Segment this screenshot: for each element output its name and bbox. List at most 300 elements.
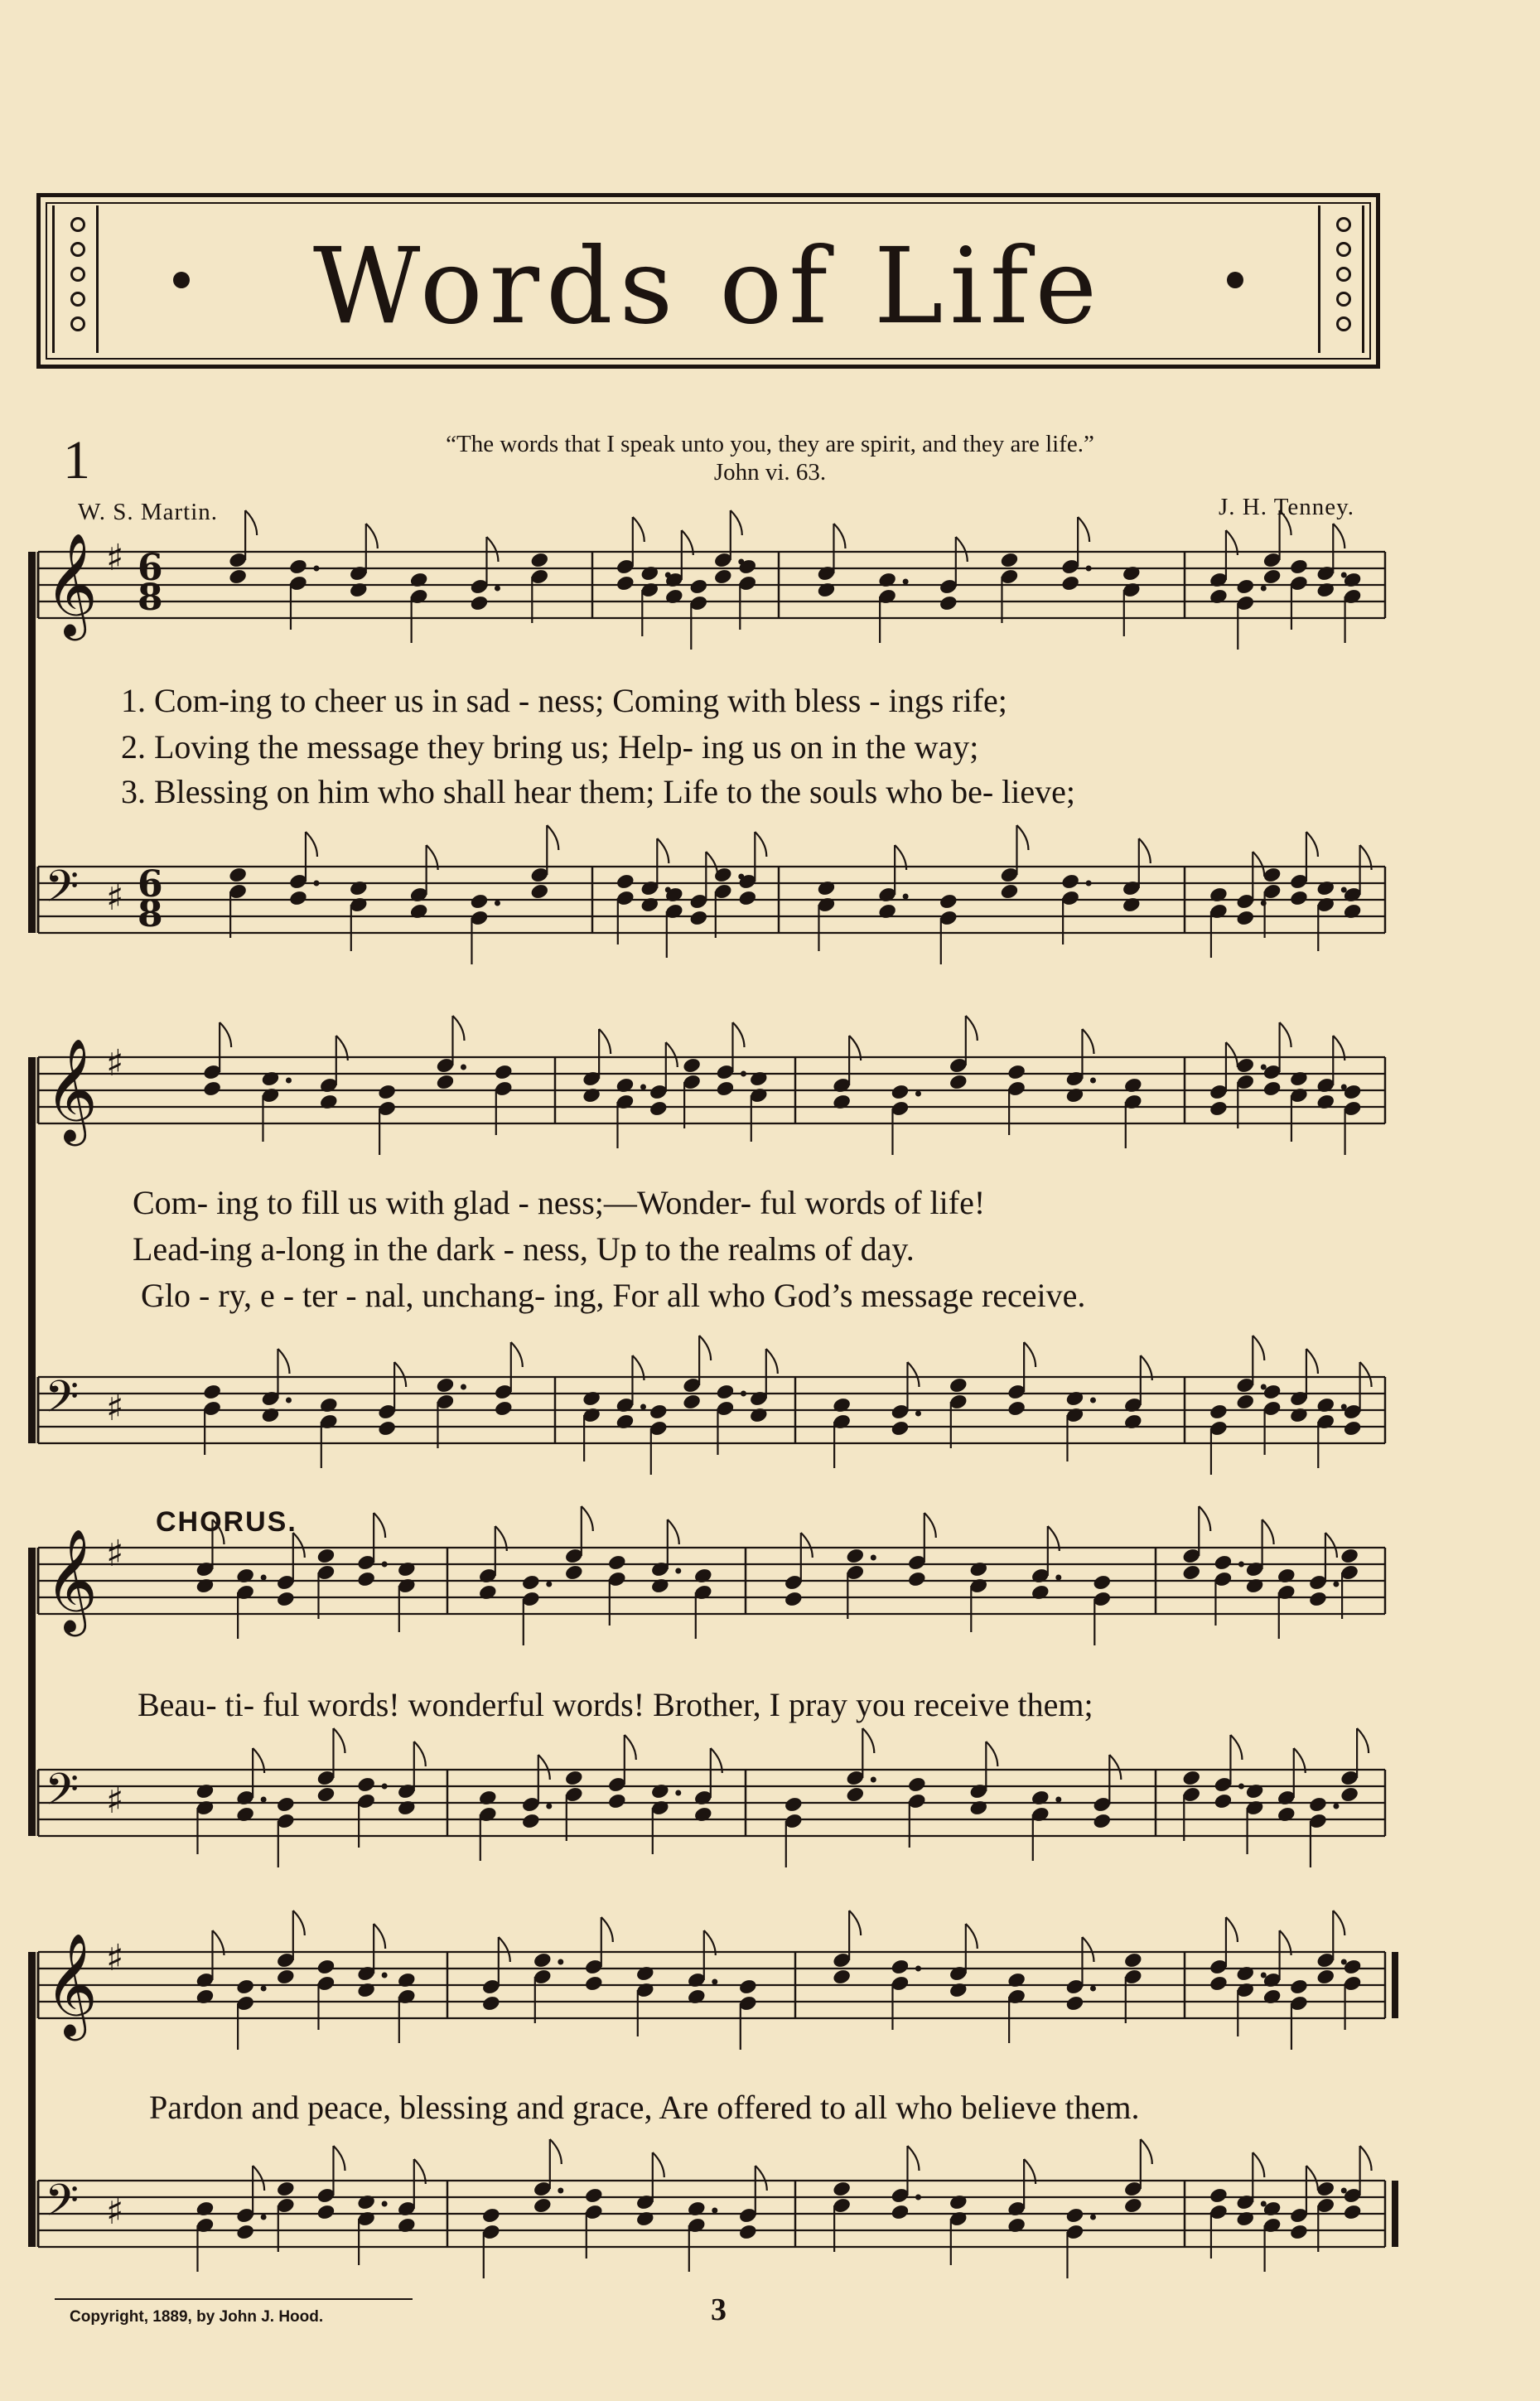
dot: [461, 1065, 466, 1070]
note-head: [228, 866, 248, 883]
note-head: [288, 889, 308, 906]
note-flag: [1139, 838, 1151, 863]
dot: [741, 1071, 746, 1077]
note-flag: [538, 1755, 550, 1780]
dot: [1086, 566, 1092, 572]
note-head: [288, 558, 308, 575]
note-head: [1209, 1099, 1229, 1117]
note-head: [1235, 1964, 1255, 1982]
note-flag: [1280, 1022, 1291, 1047]
note-flag: [1226, 1042, 1238, 1067]
note-head: [832, 2180, 852, 2197]
note-head: [397, 1799, 417, 1816]
note-head: [713, 568, 733, 585]
note-head: [784, 1795, 804, 1813]
note-flag: [1357, 1728, 1369, 1753]
dot: [1055, 1797, 1061, 1803]
dot: [675, 1568, 681, 1574]
note-flag: [1253, 852, 1264, 877]
note-flag: [986, 1742, 997, 1766]
note-head: [316, 1547, 336, 1564]
note-head: [349, 879, 369, 896]
note-head: [890, 1083, 910, 1100]
note-head: [1245, 1782, 1265, 1800]
sharp-icon: ♯: [106, 1042, 124, 1085]
note-head: [1289, 2223, 1309, 2240]
dot: [546, 1582, 552, 1587]
note-flag: [657, 838, 669, 863]
note-flag: [499, 1937, 510, 1962]
dot: [915, 1966, 921, 1972]
note-flag: [1199, 1506, 1210, 1531]
note-flag: [706, 852, 717, 877]
note-head: [409, 571, 429, 588]
note-head: [649, 1099, 669, 1117]
note-head: [469, 594, 489, 611]
copyright-notice: Copyright, 1889, by John J. Hood.: [70, 2308, 324, 2326]
time-signature-treble: 6 8: [138, 547, 163, 619]
note-head: [832, 1093, 852, 1110]
dot: [915, 2195, 921, 2201]
note-head: [1289, 1978, 1309, 1995]
dot: [915, 1091, 921, 1097]
dot: [558, 2188, 563, 2194]
note-head: [377, 1083, 397, 1100]
note-head: [1123, 1951, 1143, 1969]
note-head: [890, 2203, 910, 2220]
dot: [1261, 586, 1267, 592]
note-head: [737, 889, 757, 906]
note-flag: [1325, 1533, 1337, 1558]
note-head: [533, 1951, 553, 1969]
dot: [712, 1979, 717, 1985]
sharp-icon: ♯: [106, 1533, 124, 1575]
note-head: [615, 1413, 635, 1430]
note-head: [529, 882, 549, 900]
note-head: [1007, 1063, 1026, 1080]
note-flag: [668, 1519, 679, 1544]
note-head: [816, 879, 836, 896]
note-head: [890, 1958, 910, 1975]
dot: [1090, 1986, 1096, 1992]
note-head: [1289, 1406, 1309, 1423]
dot: [640, 1085, 646, 1090]
note-head: [1064, 1994, 1084, 2012]
note-head: [1064, 1086, 1084, 1104]
dot: [712, 2208, 717, 2214]
note-flag: [653, 2152, 664, 2177]
note-head: [1031, 1789, 1050, 1806]
note-head: [640, 896, 659, 913]
note-head: [397, 1560, 417, 1577]
note-head: [635, 1964, 655, 1982]
note-head: [939, 594, 958, 611]
note-flag: [245, 510, 257, 535]
note-flag: [1306, 2166, 1318, 2191]
note-flag: [333, 1728, 345, 1753]
verse-3-line-2: Glo - ry, e - ter - nal, unchang- ing, For all who God’s message receive.: [141, 1277, 1086, 1314]
note-head: [1343, 1419, 1363, 1437]
note-head: [276, 1590, 296, 1607]
note-head: [749, 1406, 769, 1423]
note-head: [907, 1570, 927, 1587]
note-head: [1316, 581, 1335, 598]
note-head: [533, 2196, 553, 2214]
sharp-icon: ♯: [106, 2191, 124, 2233]
note-head: [319, 1396, 339, 1413]
note-flag: [1333, 1911, 1344, 1935]
note-head: [494, 1399, 514, 1417]
note-flag: [414, 1742, 426, 1766]
footer-rule: [55, 2298, 413, 2300]
note-head: [682, 1393, 702, 1410]
note-head: [1245, 1577, 1265, 1594]
composer: J. H. Tenney.: [1218, 494, 1354, 520]
note-flag: [1078, 517, 1089, 542]
dot: [903, 579, 909, 585]
note-flag: [599, 1029, 611, 1054]
note-flag: [394, 1362, 406, 1387]
dot: [1238, 1562, 1244, 1568]
note-flag: [731, 510, 742, 535]
note-flag: [924, 1513, 936, 1538]
note-flag: [1082, 1937, 1093, 1962]
note-head: [649, 1403, 669, 1420]
note-head: [640, 564, 659, 582]
note-flag: [582, 1506, 593, 1531]
treble-clef-icon: 𝄞: [45, 1529, 98, 1632]
sharp-icon: ♯: [106, 1387, 124, 1429]
note-head: [409, 902, 429, 920]
note-head: [1289, 1070, 1309, 1087]
dot: [1333, 1582, 1339, 1587]
note-head: [1064, 2206, 1084, 2224]
note-flag: [1280, 510, 1291, 535]
note-head: [195, 1577, 215, 1594]
sharp-icon: ♯: [106, 537, 124, 579]
note-flag: [862, 1728, 874, 1753]
dot: [1261, 2201, 1267, 2207]
note-head: [469, 892, 489, 910]
note-head: [939, 892, 958, 910]
note-head: [650, 1577, 670, 1594]
note-head: [1316, 2180, 1335, 2197]
note-head: [235, 1978, 255, 1995]
note-flag: [1016, 825, 1028, 850]
note-head: [1262, 866, 1282, 883]
note-head: [481, 2206, 501, 2224]
note-head: [1316, 1093, 1335, 1110]
note-head: [607, 1553, 627, 1571]
dot: [1055, 1575, 1061, 1581]
dot: [1333, 1804, 1339, 1809]
dot: [1090, 1398, 1096, 1403]
note-head: [1213, 1553, 1233, 1571]
note-head: [356, 1775, 376, 1793]
note-head: [377, 1419, 397, 1437]
note-head: [949, 1073, 968, 1090]
dot: [546, 1804, 552, 1809]
final-barline: [1392, 2181, 1398, 2247]
sharp-icon: ♯: [106, 1780, 124, 1822]
bass-clef-icon: 𝄢: [45, 1765, 80, 1826]
note-head: [260, 1406, 280, 1423]
note-head: [564, 1769, 584, 1786]
note-head: [202, 1383, 222, 1400]
note-flag: [666, 1042, 678, 1067]
note-flag: [849, 1911, 861, 1935]
note-head: [478, 1789, 498, 1806]
note-head: [582, 1389, 601, 1407]
note-head: [435, 1376, 455, 1394]
note-flag: [1262, 1519, 1274, 1544]
note-head: [1031, 1583, 1050, 1601]
note-head: [1235, 909, 1255, 926]
hymn-number: 1: [63, 430, 90, 490]
dot: [1261, 1973, 1267, 1978]
note-head: [968, 1799, 988, 1816]
note-flag: [366, 524, 378, 548]
note-flag: [253, 2166, 264, 2191]
note-flag: [452, 1016, 464, 1041]
note-head: [687, 1988, 707, 2005]
dot: [1090, 1078, 1096, 1084]
note-flag: [1230, 1735, 1242, 1760]
dot: [558, 1959, 563, 1965]
note-head: [999, 882, 1019, 900]
note-flag: [1306, 1349, 1318, 1374]
note-head: [1235, 1393, 1255, 1410]
note-head: [1209, 1403, 1229, 1420]
note-head: [816, 581, 836, 598]
note-head: [949, 2193, 968, 2210]
note-head: [521, 1812, 541, 1829]
note-head: [1343, 902, 1363, 920]
note-head: [1007, 1971, 1026, 1988]
epigraph: “The words that I speak unto you, they are spirit, and they are life.”: [446, 431, 1094, 457]
note-head: [1343, 2203, 1363, 2220]
final-barline: [1392, 1952, 1398, 2018]
note-head: [276, 1795, 296, 1813]
note-flag: [1360, 2146, 1372, 2171]
note-head: [235, 1805, 255, 1823]
time-signature-bass: 6 8: [138, 863, 163, 935]
note-head: [635, 2210, 655, 2227]
dot: [1341, 1404, 1347, 1410]
note-flag: [293, 1911, 305, 1935]
note-head: [235, 1567, 255, 1584]
note-head: [1308, 1590, 1328, 1607]
note-head: [228, 568, 248, 585]
note-head: [1123, 1413, 1143, 1430]
note-head: [276, 1968, 296, 1985]
note-flag: [278, 1349, 289, 1374]
note-head: [1181, 1769, 1201, 1786]
note-head: [1308, 1795, 1328, 1813]
note-head: [202, 1080, 222, 1097]
note-head: [715, 1383, 735, 1400]
note-head: [397, 1971, 417, 1988]
note-head: [832, 1396, 852, 1413]
note-head: [582, 1086, 601, 1104]
note-head: [1060, 574, 1080, 592]
note-head: [1209, 886, 1229, 903]
dot: [461, 1384, 466, 1390]
note-head: [687, 2200, 707, 2217]
note-head: [693, 1567, 713, 1584]
note-flag: [1306, 832, 1318, 857]
dot: [1090, 2215, 1096, 2220]
note-head: [235, 2223, 255, 2240]
note-head: [1235, 1056, 1255, 1074]
note-head: [1316, 1968, 1335, 1985]
note-head: [607, 1792, 627, 1809]
note-flag: [550, 2139, 562, 2164]
note-flag: [1360, 1362, 1372, 1387]
note-head: [195, 2200, 215, 2217]
dot: [640, 1404, 646, 1410]
note-flag: [306, 832, 317, 857]
note-flag: [801, 1533, 813, 1558]
verse-1-line-1: 1. Com-ing to cheer us in sad - ness; Coming with bless - ings rife;: [121, 682, 1007, 719]
bass-clef-icon: 𝄢: [45, 1372, 80, 1433]
dot: [1261, 1065, 1267, 1070]
note-head: [1213, 1792, 1233, 1809]
note-head: [1316, 1396, 1335, 1413]
note-head: [316, 2203, 336, 2220]
note-head: [478, 1583, 498, 1601]
dot: [1238, 1784, 1244, 1790]
note-head: [1235, 2210, 1255, 2227]
note-head: [832, 1968, 852, 1985]
dot: [382, 1784, 388, 1790]
sharp-icon: ♯: [106, 1937, 124, 1979]
note-head: [650, 1782, 670, 1800]
note-head: [1209, 2186, 1229, 2204]
note-head: [521, 1573, 541, 1591]
note-head: [949, 1981, 968, 1998]
note-head: [877, 571, 897, 588]
treble-clef-icon: 𝄞: [45, 1038, 98, 1142]
dot: [495, 901, 500, 906]
dot: [313, 881, 319, 886]
dot: [903, 894, 909, 900]
note-flag: [486, 537, 498, 562]
note-flag: [1141, 2139, 1152, 2164]
note-head: [1235, 577, 1255, 595]
note-flag: [833, 524, 845, 548]
note-flag: [1333, 524, 1344, 548]
note-head: [890, 1419, 910, 1437]
verse-1-line-2: Com- ing to fill us with glad - ness;—Wonder- ful words of life!: [133, 1184, 986, 1221]
dot: [261, 1797, 267, 1803]
note-head: [494, 1063, 514, 1080]
note-head: [1340, 1785, 1359, 1803]
note-head: [1277, 1805, 1296, 1823]
note-head: [1092, 1812, 1112, 1829]
note-head: [738, 2223, 758, 2240]
note-head: [316, 1958, 336, 1975]
note-head: [276, 2180, 296, 2197]
note-flag: [756, 2166, 767, 2191]
note-head: [845, 1785, 865, 1803]
note-flag: [766, 1349, 778, 1374]
note-flag: [1226, 1917, 1238, 1942]
note-head: [584, 1974, 604, 1992]
note-head: [1277, 1567, 1296, 1584]
note-head: [949, 1376, 968, 1394]
note-flag: [907, 1362, 919, 1387]
system-bracket: [28, 552, 36, 933]
note-head: [397, 2216, 417, 2234]
note-flag: [374, 1924, 385, 1949]
system-bracket: [28, 1952, 36, 2247]
note-head: [738, 1978, 758, 1995]
chorus-label: CHORUS.: [156, 1506, 297, 1538]
note-head: [260, 1070, 280, 1087]
dot: [382, 1562, 388, 1568]
note-head: [877, 902, 897, 920]
note-head: [481, 1994, 501, 2012]
lyricist: W. S. Martin.: [78, 499, 219, 525]
note-head: [529, 551, 549, 568]
dot: [1341, 572, 1347, 578]
note-flag: [732, 1022, 744, 1047]
note-head: [715, 1080, 735, 1097]
dot: [382, 1973, 388, 1978]
note-head: [564, 1563, 584, 1581]
note-head: [1262, 1080, 1282, 1097]
dot: [1261, 1384, 1267, 1390]
note-head: [1122, 896, 1142, 913]
bass-clef-icon: 𝄢: [45, 862, 80, 923]
note-head: [1123, 1076, 1143, 1094]
note-head: [688, 577, 708, 595]
note-head: [1262, 1988, 1282, 2005]
note-head: [1340, 1547, 1359, 1564]
dot: [382, 2201, 388, 2207]
bass-clef-icon: 𝄢: [45, 2176, 80, 2237]
note-head: [356, 2193, 376, 2210]
note-head: [664, 587, 684, 605]
page-number: 3: [711, 2292, 727, 2327]
note-head: [1316, 879, 1335, 896]
note-head: [968, 1560, 988, 1577]
note-head: [1209, 587, 1229, 605]
note-head: [845, 1547, 865, 1564]
note-flag: [956, 537, 968, 562]
note-flag: [699, 1336, 711, 1360]
chorus-line-1: Beau- ti- ful words! wonderful words! Brother, I pray you receive them;: [138, 1686, 1093, 1723]
chorus-line-2: Pardon and peace, blessing and grace, Are offered to all who believe them.: [149, 2089, 1140, 2126]
note-head: [616, 872, 635, 890]
dot: [1341, 2188, 1347, 2194]
note-head: [1064, 1389, 1084, 1407]
dot: [261, 1986, 267, 1992]
note-head: [195, 1988, 215, 2005]
note-head: [1092, 1573, 1112, 1591]
note-head: [907, 1775, 927, 1793]
dot: [286, 1078, 292, 1084]
note-head: [688, 909, 708, 926]
note-flag: [511, 1342, 523, 1367]
note-head: [693, 1805, 713, 1823]
dot: [261, 2215, 267, 2220]
note-head: [1289, 558, 1309, 575]
note-head: [356, 1570, 376, 1587]
dot: [1341, 887, 1347, 893]
note-head: [682, 1056, 702, 1074]
